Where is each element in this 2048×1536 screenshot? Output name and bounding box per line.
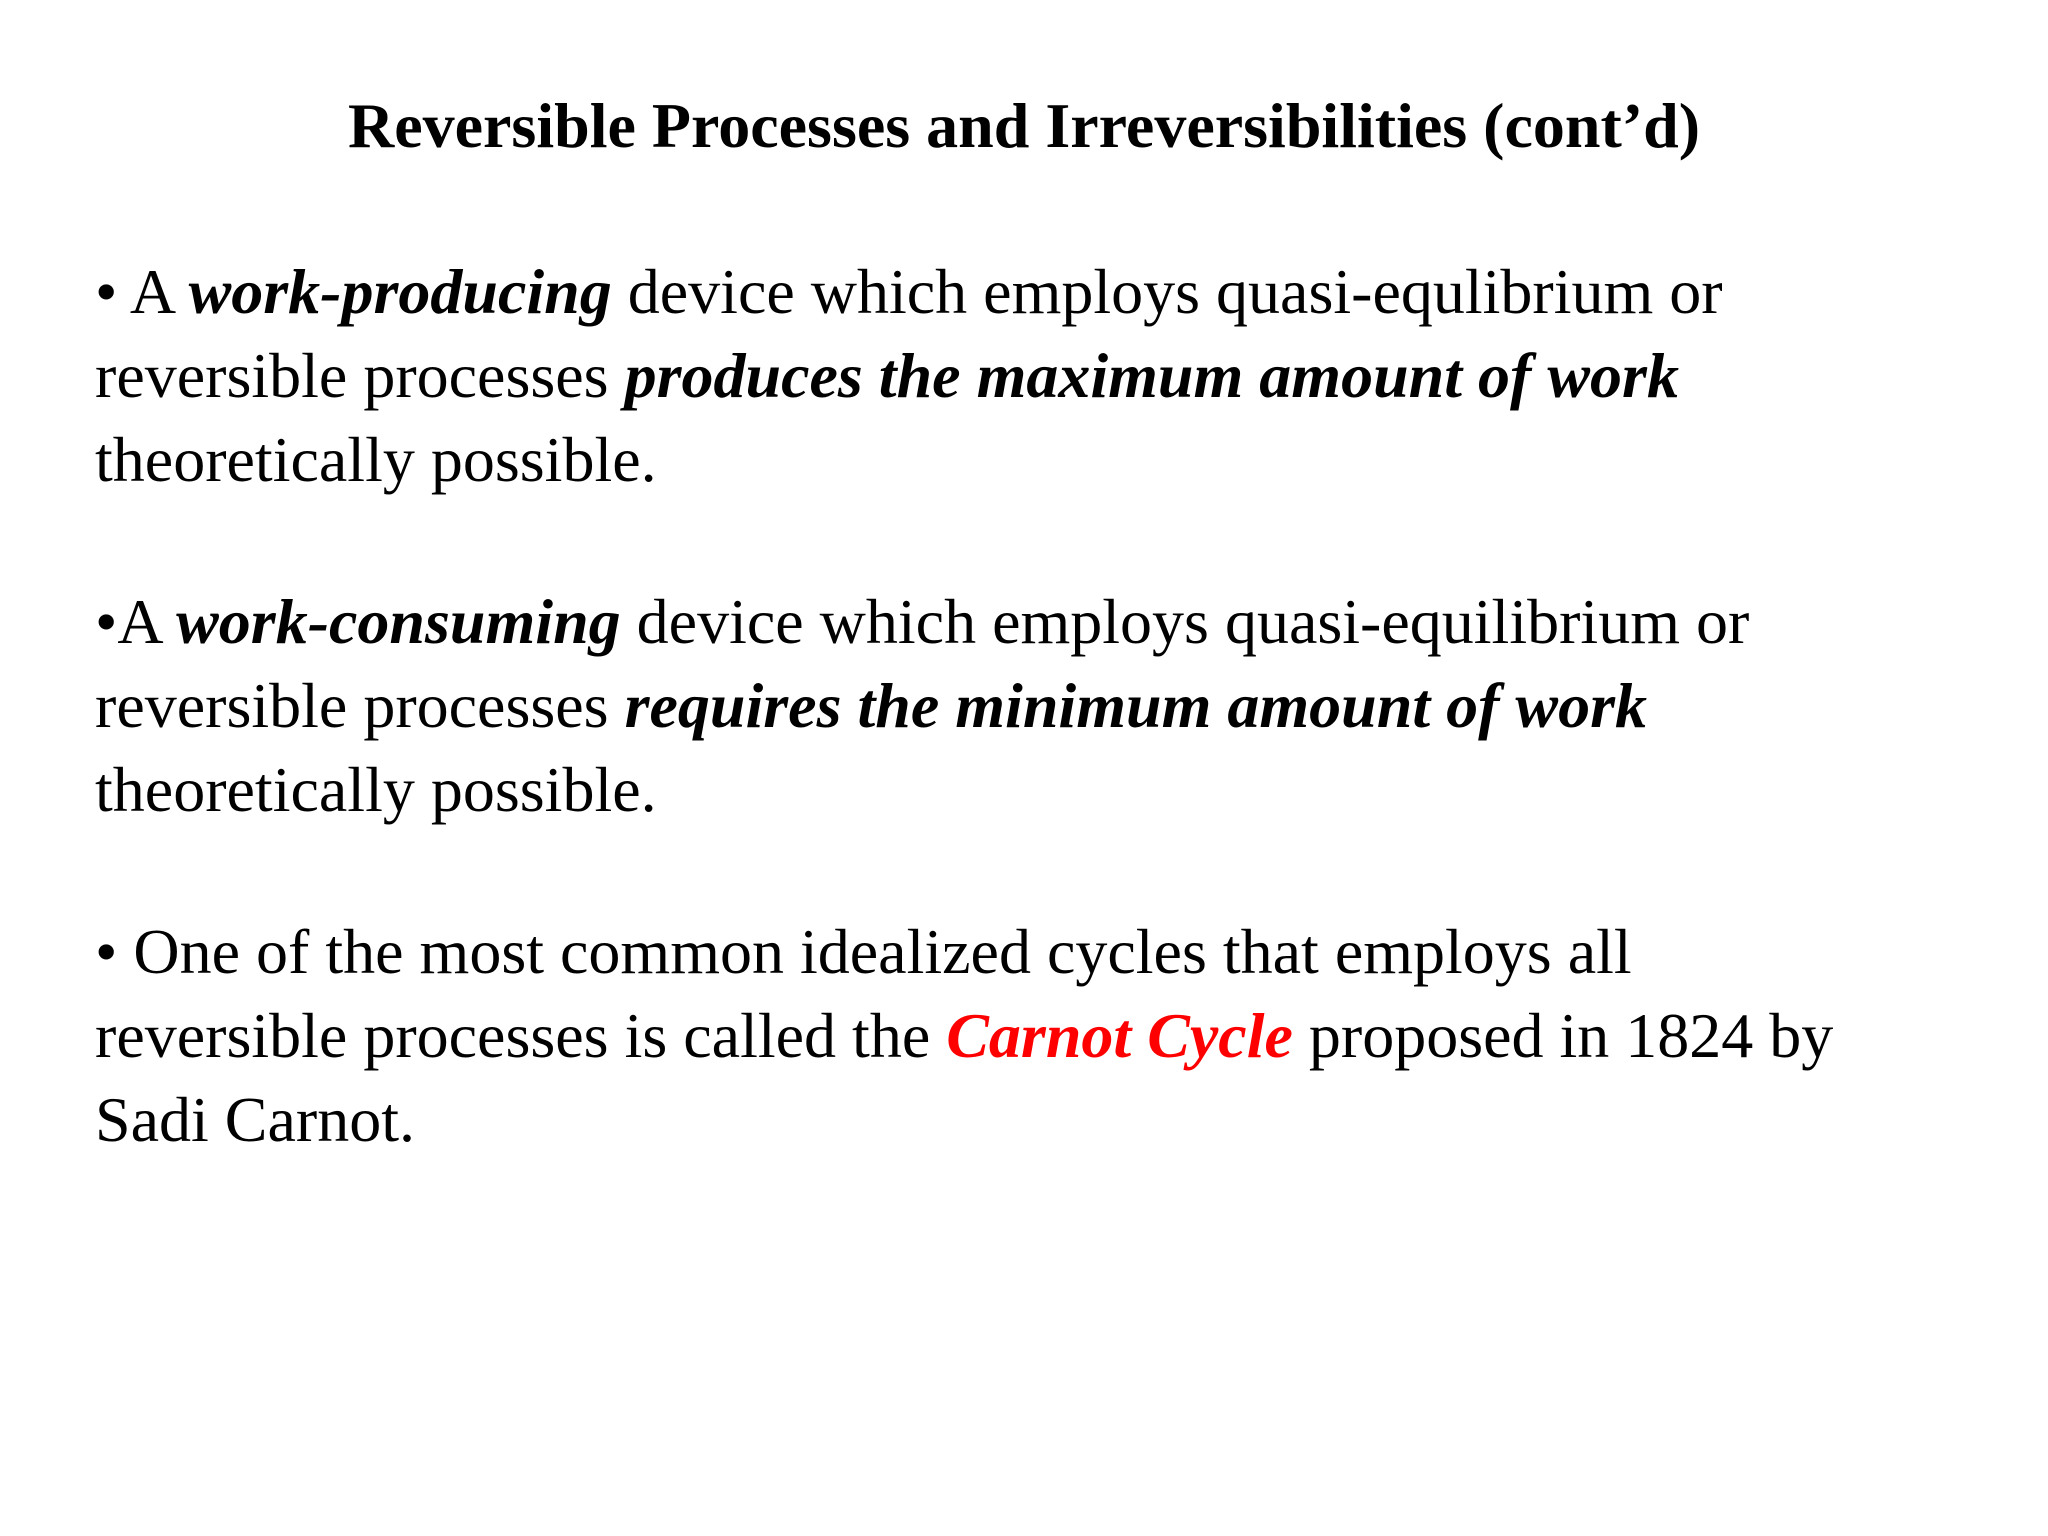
- slide-title: Reversible Processes and Irreversibilities (cont’d): [347, 90, 1701, 161]
- bullet-text: theoretically possible.: [95, 424, 657, 495]
- bullet-text: theoretically possible.: [95, 754, 657, 825]
- bullet-lead: A: [117, 586, 177, 657]
- bullet-lead: A: [129, 256, 189, 327]
- bullet-text: device which employs quasi-equlibrium or: [611, 256, 1723, 327]
- bullet-text: device which employs quasi-equilibrium or: [620, 586, 1750, 657]
- bullet-text: Sadi Carnot.: [95, 1084, 415, 1155]
- emphasis-minimum-work: requires the minimum amount of work: [624, 670, 1647, 741]
- bullet-marker: •: [95, 916, 134, 987]
- bullet-marker: •: [95, 586, 118, 657]
- bullet-text: reversible processes: [95, 670, 625, 741]
- emphasis-maximum-work: produces the maximum amount of work: [624, 340, 1679, 411]
- emphasis-work-producing: work-producing: [188, 256, 612, 327]
- emphasis-work-consuming: work-consuming: [176, 586, 621, 657]
- bullet-text: One of the most common idealized cycles that employs all: [133, 916, 1632, 987]
- bullet-marker: •: [95, 256, 130, 327]
- bullet-text: proposed in 1824 by: [1292, 1000, 1834, 1071]
- highlight-carnot-cycle: Carnot Cycle: [946, 1000, 1293, 1071]
- bullet-text: reversible processes: [95, 340, 625, 411]
- bullet-carnot-cycle: [95, 910, 1995, 1162]
- bullet-work-producing: [95, 250, 1995, 502]
- bullet-text: reversible processes is called the: [95, 1000, 947, 1071]
- bullet-work-consuming: [95, 580, 1995, 832]
